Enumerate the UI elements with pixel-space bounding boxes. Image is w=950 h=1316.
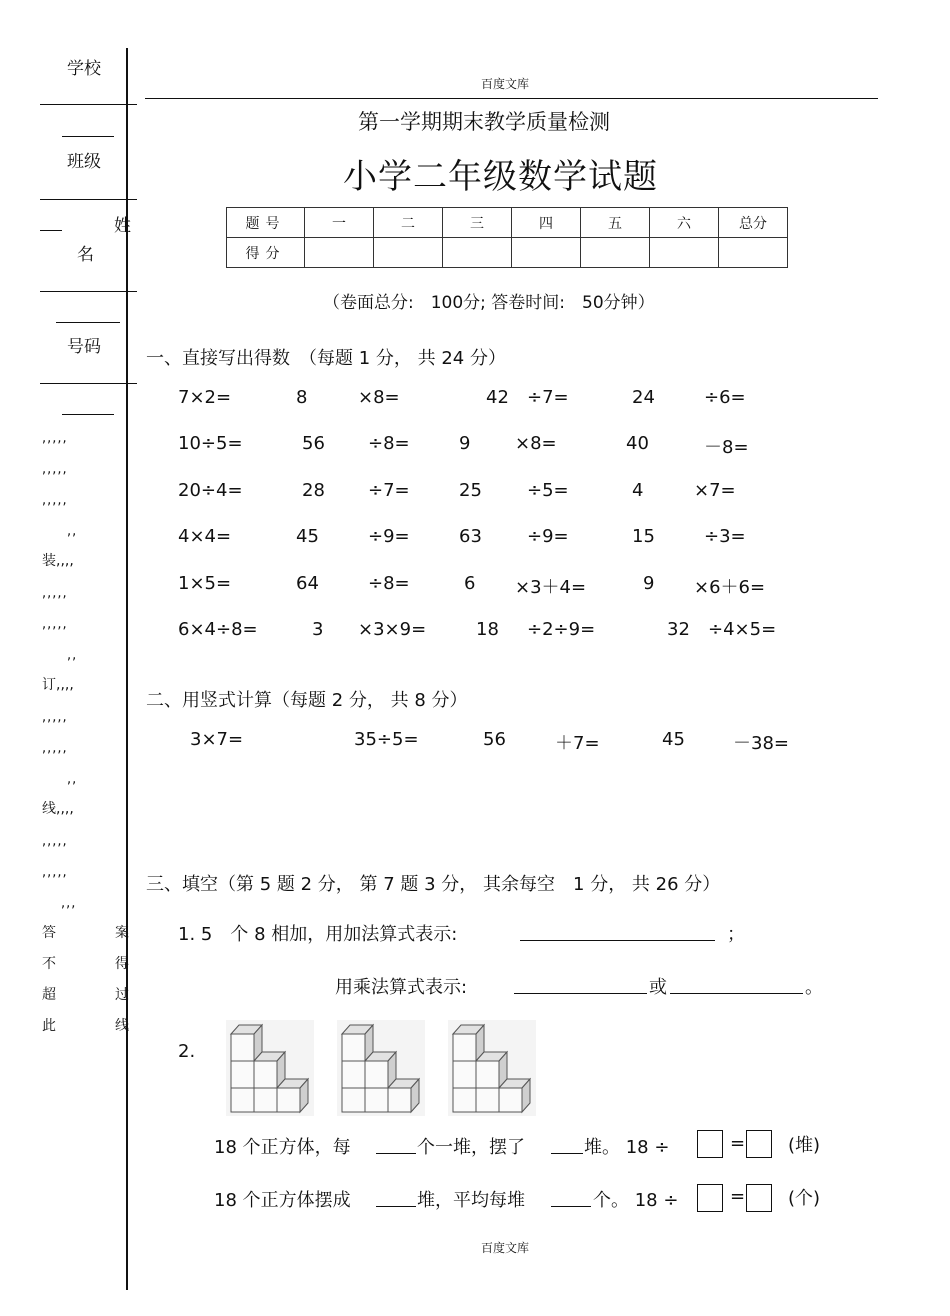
cube-stack-1 <box>226 1020 314 1116</box>
score-table-header-row <box>227 208 788 238</box>
school-label: 学校 <box>67 59 101 79</box>
section2-title: 二、用竖式计算（每题 2 分， 共 8 分） <box>146 690 468 711</box>
warning-char: 答 <box>42 925 56 941</box>
score-input-cell[interactable] <box>443 238 512 268</box>
cube-stack-3 <box>448 1020 536 1116</box>
binding-xian: 线,,,, <box>42 801 74 817</box>
name-label-1: 姓 <box>114 216 131 236</box>
q2-line1-unit: (堆) <box>788 1135 821 1156</box>
q1-text: 1. 5 个 8 相加，用加法算式表示: <box>178 924 458 945</box>
score-input-cell[interactable] <box>374 238 443 268</box>
problem-text: ＋7= <box>555 733 600 754</box>
cut-mark: ,, <box>67 524 78 539</box>
q2-answer-box-3[interactable] <box>697 1184 723 1212</box>
q2-number: 2. <box>178 1041 196 1062</box>
problem-text: 24 <box>632 387 655 408</box>
problem-text: ×3＋4= <box>515 577 587 598</box>
score-table-cell: 六 <box>650 208 719 238</box>
score-input-cell[interactable] <box>581 238 650 268</box>
q1-addition-blank[interactable] <box>520 918 715 941</box>
problem-text: 9 <box>643 573 655 594</box>
problem-text: ÷2÷9= <box>527 619 596 640</box>
number-label: 号码 <box>67 337 101 357</box>
problem-text: ÷8= <box>368 433 410 454</box>
cut-mark: ,,,,, <box>42 741 68 756</box>
number-underline-2 <box>62 414 114 415</box>
q1-period: 。 <box>805 977 823 998</box>
problem-text: 45 <box>662 729 685 750</box>
name-label-2: 名 <box>77 245 94 265</box>
problem-text: ×3×9= <box>358 619 427 640</box>
problem-text: 56 <box>302 433 325 454</box>
cut-mark: ,,,,, <box>42 462 68 477</box>
cube-stacks-figure <box>226 1020 536 1116</box>
score-input-cell[interactable] <box>719 238 788 268</box>
q2-line2-unit: (个) <box>788 1188 821 1209</box>
equals-sign: = <box>730 1133 746 1154</box>
problem-text: 18 <box>476 619 499 640</box>
score-table-cell: 得分 <box>227 238 305 268</box>
warning-char: 得 <box>115 956 129 972</box>
problem-text: ÷8= <box>368 573 410 594</box>
cut-mark: ,,,,, <box>42 834 68 849</box>
exam-info: （卷面总分: 100分; 答卷时间: 50分钟） <box>323 293 655 313</box>
class-underline-2 <box>40 230 62 231</box>
cut-mark: ,,, <box>61 896 77 911</box>
warning-char: 案 <box>115 925 129 941</box>
cut-mark: ,,,,, <box>42 431 68 446</box>
problem-text: 10÷5= <box>178 433 243 454</box>
q1-end: ； <box>727 924 745 945</box>
problem-text: 28 <box>302 480 325 501</box>
problem-text: 3×7= <box>190 729 244 750</box>
q2-pile-count-blank[interactable] <box>551 1131 583 1154</box>
problem-text: 45 <box>296 526 319 547</box>
problem-text: 64 <box>296 573 319 594</box>
problem-text: ÷4×5= <box>708 619 777 640</box>
problem-text: 35÷5= <box>354 729 419 750</box>
cut-mark: ,,,,, <box>42 617 68 632</box>
problem-text: ×7= <box>694 480 736 501</box>
school-underline <box>40 104 137 105</box>
problem-text: 9 <box>459 433 471 454</box>
cut-mark: ,, <box>67 772 78 787</box>
section1-title: 一、直接写出得数 （每题 1 分， 共 24 分） <box>146 348 506 369</box>
problem-text: 42 <box>486 387 509 408</box>
problem-text: 63 <box>459 526 482 547</box>
warning-char: 线 <box>115 1018 129 1034</box>
class-underline <box>40 199 137 200</box>
q2-line1-c: 堆。 18 ÷ <box>584 1137 670 1158</box>
doc-source-bottom: 百度文库 <box>481 1241 530 1255</box>
q1-mult-blank-2[interactable] <box>670 971 803 994</box>
cut-mark: ,,,,, <box>42 586 68 601</box>
score-table-cell: 四 <box>512 208 581 238</box>
cut-mark: ,,,,, <box>42 865 68 880</box>
score-table-score-row <box>227 238 788 268</box>
q2-line2-b: 堆，平均每堆 <box>417 1190 525 1211</box>
score-table-cell: 题号 <box>227 208 305 238</box>
problem-text: ÷7= <box>368 480 410 501</box>
problem-text: 25 <box>459 480 482 501</box>
q2-line1-a: 18 个正方体，每 <box>214 1137 351 1158</box>
score-input-cell[interactable] <box>512 238 581 268</box>
cut-mark: ,,,,, <box>42 493 68 508</box>
exam-subtitle: 第一学期期末教学质量检测 <box>358 110 610 134</box>
problem-text: 56 <box>483 729 506 750</box>
score-table-cell: 总分 <box>719 208 788 238</box>
problem-text: －8= <box>704 437 749 458</box>
exam-title: 小学二年级数学试题 <box>343 157 658 197</box>
q2-line1-b: 个一堆，摆了 <box>417 1137 525 1158</box>
binding-zhuang: 装,,,, <box>42 553 74 569</box>
q2-per-pile-blank[interactable] <box>376 1131 416 1154</box>
q2-answer-box-2[interactable] <box>746 1130 772 1158</box>
problem-text: 40 <box>626 433 649 454</box>
problem-text: 8 <box>296 387 308 408</box>
score-input-cell[interactable] <box>650 238 719 268</box>
problem-text: ÷7= <box>527 387 569 408</box>
q2-line2-a: 18 个正方体摆成 <box>214 1190 351 1211</box>
problem-text: 4 <box>632 480 644 501</box>
cut-mark: ,,,,, <box>42 710 68 725</box>
problem-text: 6 <box>464 573 476 594</box>
problem-text: 4×4= <box>178 526 232 547</box>
section3-title: 三、填空（第 5 题 2 分， 第 7 题 3 分， 其余每空 1 分， 共 26 分） <box>146 874 721 895</box>
q1-mult-blank-1[interactable] <box>514 971 647 994</box>
equals-sign: = <box>730 1186 746 1207</box>
cube-stack-2 <box>337 1020 425 1116</box>
q1-or: 或 <box>649 977 667 998</box>
problem-text: －38= <box>733 733 789 754</box>
problem-text: 20÷4= <box>178 480 243 501</box>
q2-line2-c: 个。 18 ÷ <box>593 1190 679 1211</box>
problem-text: ×8= <box>515 433 557 454</box>
school-underline-2 <box>62 136 114 137</box>
warning-char: 过 <box>115 987 129 1003</box>
problem-text: ÷9= <box>368 526 410 547</box>
score-table-cell: 一 <box>305 208 374 238</box>
cut-mark: ,, <box>67 648 78 663</box>
problem-text: ×8= <box>358 387 400 408</box>
problem-text: ÷5= <box>527 480 569 501</box>
score-table <box>226 207 788 268</box>
problem-text: 3 <box>312 619 324 640</box>
binding-ding: 订,,,, <box>42 677 74 693</box>
score-table-cell: 五 <box>581 208 650 238</box>
problem-text: ×6＋6= <box>694 577 766 598</box>
score-table-cell: 三 <box>443 208 512 238</box>
problem-text: 15 <box>632 526 655 547</box>
doc-source-top: 百度文库 <box>481 77 530 91</box>
warning-char: 不 <box>42 956 56 972</box>
name-underline-2 <box>56 322 120 323</box>
q1-mult-text: 用乘法算式表示: <box>335 977 468 998</box>
class-label: 班级 <box>67 152 101 172</box>
problem-text: ÷6= <box>704 387 746 408</box>
problem-text: 32 <box>667 619 690 640</box>
problem-text: 6×4÷8= <box>178 619 258 640</box>
name-underline <box>40 291 137 292</box>
problem-text: ÷9= <box>527 526 569 547</box>
q2-answer-box-4[interactable] <box>746 1184 772 1212</box>
q2-answer-box-1[interactable] <box>697 1130 723 1158</box>
q2-piles-blank[interactable] <box>376 1184 416 1207</box>
problem-text: 1×5= <box>178 573 232 594</box>
problem-text: 7×2= <box>178 387 232 408</box>
score-table-cell: 二 <box>374 208 443 238</box>
score-input-cell[interactable] <box>305 238 374 268</box>
warning-char: 此 <box>42 1018 56 1034</box>
number-underline <box>40 383 137 384</box>
warning-char: 超 <box>42 987 56 1003</box>
q2-each-pile-blank[interactable] <box>551 1184 591 1207</box>
header-rule <box>145 98 878 99</box>
problem-text: ÷3= <box>704 526 746 547</box>
